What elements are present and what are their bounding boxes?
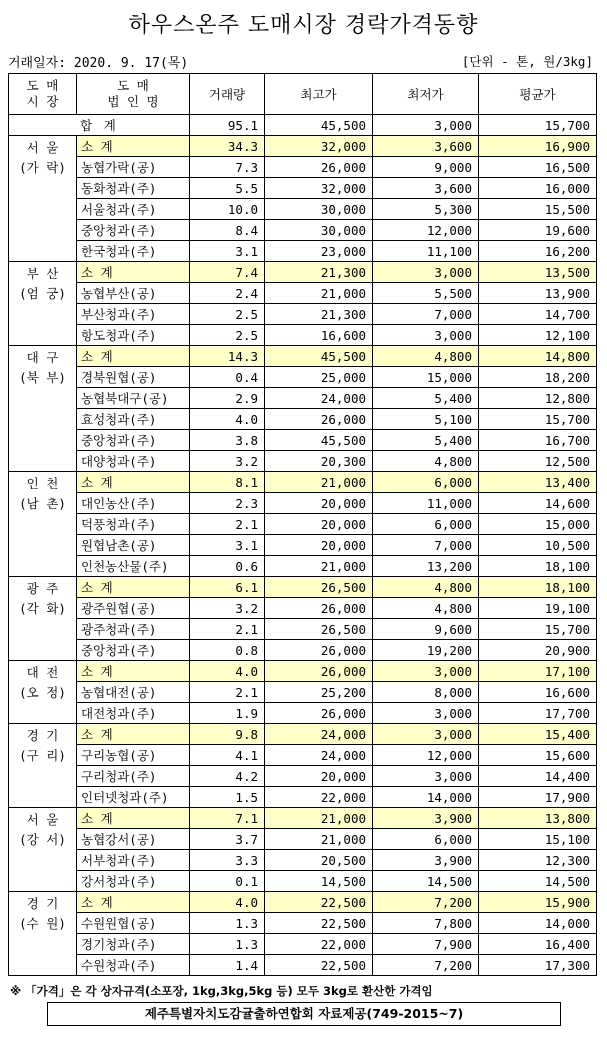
min-price: 4,800 [373, 346, 479, 367]
unit-label: [단위 - 톤, 원/3kg] [461, 54, 593, 69]
market-name-line: 서 울 [26, 812, 59, 827]
min-price: 7,200 [373, 892, 479, 913]
price-table [8, 73, 597, 976]
volume: 2.1 [190, 514, 265, 535]
table-row [9, 682, 597, 703]
max-price: 22,500 [265, 913, 373, 934]
market-name [9, 808, 77, 892]
corp-name: 소 계 [77, 892, 190, 913]
market-name-line: (강 서) [19, 832, 66, 847]
table-header-row [9, 74, 597, 115]
market-name-line: (구 리) [19, 748, 66, 763]
corp-name: 항도청과(주) [77, 325, 190, 346]
total-min: 3,000 [373, 115, 479, 136]
market-name-line: 서 울 [26, 140, 59, 155]
max-price: 20,000 [265, 514, 373, 535]
max-price: 26,000 [265, 661, 373, 682]
table-row [9, 766, 597, 787]
volume: 0.6 [190, 556, 265, 577]
avg-price: 12,300 [479, 850, 597, 871]
avg-price: 15,400 [479, 724, 597, 745]
table-row [9, 829, 597, 850]
avg-price: 14,800 [479, 346, 597, 367]
market-name-line: 경 기 [26, 896, 59, 911]
market-name [9, 577, 77, 661]
market-name-line: 대 구 [26, 350, 59, 365]
subtotal-row [9, 577, 597, 598]
min-price: 8,000 [373, 682, 479, 703]
volume: 8.1 [190, 472, 265, 493]
avg-price: 16,400 [479, 934, 597, 955]
market-name-line: 대 전 [26, 665, 59, 680]
table-row [9, 493, 597, 514]
table-row [9, 199, 597, 220]
table-row [9, 787, 597, 808]
corp-name: 구리농협(공) [77, 745, 190, 766]
market-name [9, 136, 77, 262]
volume: 3.2 [190, 598, 265, 619]
max-price: 30,000 [265, 199, 373, 220]
avg-price: 14,400 [479, 766, 597, 787]
header-min: 최저가 [373, 74, 479, 115]
corp-name: 동화청과(주) [77, 178, 190, 199]
avg-price: 13,500 [479, 262, 597, 283]
max-price: 24,000 [265, 388, 373, 409]
avg-price: 16,600 [479, 682, 597, 703]
max-price: 24,000 [265, 745, 373, 766]
market-name [9, 472, 77, 577]
min-price: 3,000 [373, 262, 479, 283]
max-price: 45,500 [265, 346, 373, 367]
subtotal-row [9, 661, 597, 682]
market-name-line: 인 천 [26, 476, 59, 491]
table-row [9, 619, 597, 640]
volume: 4.0 [190, 661, 265, 682]
market-name-line: (각 화) [19, 601, 66, 616]
min-price: 5,400 [373, 430, 479, 451]
min-price: 3,600 [373, 136, 479, 157]
total-max: 45,500 [265, 115, 373, 136]
avg-price: 18,100 [479, 556, 597, 577]
volume: 1.5 [190, 787, 265, 808]
corp-name: 소 계 [77, 577, 190, 598]
corp-name: 대인농산(주) [77, 493, 190, 514]
min-price: 5,500 [373, 283, 479, 304]
min-price: 3,000 [373, 724, 479, 745]
corp-name: 효성청과(주) [77, 409, 190, 430]
trade-date: 거래일자: 2020. 9. 17(목) [8, 56, 189, 71]
volume: 2.1 [190, 682, 265, 703]
min-price: 6,000 [373, 514, 479, 535]
market-name-line: 부 산 [26, 266, 59, 281]
avg-price: 14,700 [479, 304, 597, 325]
avg-price: 12,500 [479, 451, 597, 472]
min-price: 3,000 [373, 325, 479, 346]
header-market-line1: 도 매 [26, 78, 59, 93]
avg-price: 14,000 [479, 913, 597, 934]
min-price: 3,000 [373, 766, 479, 787]
min-price: 7,200 [373, 955, 479, 976]
table-row [9, 220, 597, 241]
corp-name: 서울청과(주) [77, 199, 190, 220]
corp-name: 중앙청과(주) [77, 640, 190, 661]
market-name-line: (수 원) [19, 916, 66, 931]
header-corp-line1: 도 매 [117, 78, 149, 93]
table-row [9, 640, 597, 661]
avg-price: 15,500 [479, 199, 597, 220]
corp-name: 농협부산(공) [77, 283, 190, 304]
volume: 8.4 [190, 220, 265, 241]
avg-price: 18,200 [479, 367, 597, 388]
volume: 3.7 [190, 829, 265, 850]
avg-price: 14,600 [479, 493, 597, 514]
avg-price: 15,100 [479, 829, 597, 850]
avg-price: 13,900 [479, 283, 597, 304]
total-label: 합 계 [9, 115, 190, 136]
market-name-line: (엄 궁) [19, 286, 66, 301]
corp-name: 소 계 [77, 136, 190, 157]
corp-name: 경북원협(공) [77, 367, 190, 388]
header-volume: 거래량 [190, 74, 265, 115]
avg-price: 15,900 [479, 892, 597, 913]
table-row [9, 178, 597, 199]
max-price: 26,000 [265, 157, 373, 178]
volume: 7.4 [190, 262, 265, 283]
min-price: 3,900 [373, 850, 479, 871]
max-price: 21,000 [265, 829, 373, 850]
avg-price: 19,600 [479, 220, 597, 241]
page-title: 하우스온주 도매시장 경락가격동향 [128, 13, 479, 38]
min-price: 4,800 [373, 451, 479, 472]
avg-price: 17,700 [479, 703, 597, 724]
market-name-line: 광 주 [26, 581, 59, 596]
volume: 2.5 [190, 304, 265, 325]
table-row [9, 745, 597, 766]
min-price: 6,000 [373, 472, 479, 493]
avg-price: 12,100 [479, 325, 597, 346]
table-row [9, 409, 597, 430]
max-price: 21,000 [265, 808, 373, 829]
avg-price: 12,800 [479, 388, 597, 409]
market-name-line: (북 부) [19, 370, 66, 385]
avg-price: 10,500 [479, 535, 597, 556]
max-price: 20,500 [265, 850, 373, 871]
volume: 7.3 [190, 157, 265, 178]
avg-price: 16,000 [479, 178, 597, 199]
avg-price: 15,700 [479, 409, 597, 430]
table-row [9, 283, 597, 304]
min-price: 9,600 [373, 619, 479, 640]
header-max: 최고가 [265, 74, 373, 115]
table-row [9, 451, 597, 472]
subtotal-row [9, 346, 597, 367]
volume: 9.8 [190, 724, 265, 745]
volume: 0.4 [190, 367, 265, 388]
corp-name: 인천농산물(주) [77, 556, 190, 577]
max-price: 20,000 [265, 493, 373, 514]
corp-name: 소 계 [77, 724, 190, 745]
market-name-line: (오 정) [19, 685, 66, 700]
corp-name: 구리청과(주) [77, 766, 190, 787]
table-row [9, 388, 597, 409]
max-price: 26,500 [265, 577, 373, 598]
header-corp-line2: 법 인 명 [107, 94, 159, 109]
avg-price: 17,900 [479, 787, 597, 808]
max-price: 32,000 [265, 178, 373, 199]
min-price: 7,800 [373, 913, 479, 934]
max-price: 26,000 [265, 640, 373, 661]
volume: 4.0 [190, 892, 265, 913]
market-name [9, 724, 77, 808]
corp-name: 강서청과(주) [77, 871, 190, 892]
max-price: 23,000 [265, 241, 373, 262]
volume: 5.5 [190, 178, 265, 199]
max-price: 14,500 [265, 871, 373, 892]
volume: 2.1 [190, 619, 265, 640]
volume: 1.4 [190, 955, 265, 976]
min-price: 4,800 [373, 598, 479, 619]
source-box: 제주특별자치도감귤출하연합회 자료제공(749-2015~7) [47, 1002, 561, 1026]
volume: 6.1 [190, 577, 265, 598]
corp-name: 덕풍청과(주) [77, 514, 190, 535]
max-price: 25,000 [265, 367, 373, 388]
avg-price: 15,000 [479, 514, 597, 535]
volume: 4.2 [190, 766, 265, 787]
min-price: 3,900 [373, 808, 479, 829]
volume: 7.1 [190, 808, 265, 829]
avg-price: 16,700 [479, 430, 597, 451]
volume: 0.1 [190, 871, 265, 892]
volume: 1.9 [190, 703, 265, 724]
max-price: 26,500 [265, 619, 373, 640]
corp-name: 한국청과(주) [77, 241, 190, 262]
min-price: 14,500 [373, 871, 479, 892]
max-price: 21,000 [265, 472, 373, 493]
max-price: 22,000 [265, 787, 373, 808]
min-price: 5,100 [373, 409, 479, 430]
volume: 3.8 [190, 430, 265, 451]
max-price: 20,000 [265, 535, 373, 556]
volume: 2.3 [190, 493, 265, 514]
min-price: 5,400 [373, 388, 479, 409]
avg-price: 14,500 [479, 871, 597, 892]
corp-name: 인터넷청과(주) [77, 787, 190, 808]
max-price: 25,200 [265, 682, 373, 703]
min-price: 6,000 [373, 829, 479, 850]
avg-price: 20,900 [479, 640, 597, 661]
total-row [9, 115, 597, 136]
max-price: 20,300 [265, 451, 373, 472]
header-corp [77, 74, 190, 115]
volume: 3.3 [190, 850, 265, 871]
subtotal-row [9, 724, 597, 745]
volume: 3.1 [190, 241, 265, 262]
min-price: 15,000 [373, 367, 479, 388]
corp-name: 부산청과(주) [77, 304, 190, 325]
volume: 0.8 [190, 640, 265, 661]
volume: 10.0 [190, 199, 265, 220]
table-row [9, 535, 597, 556]
market-name [9, 346, 77, 472]
volume: 14.3 [190, 346, 265, 367]
volume: 1.3 [190, 934, 265, 955]
subtotal-row [9, 472, 597, 493]
table-row [9, 430, 597, 451]
corp-name: 농협강서(공) [77, 829, 190, 850]
max-price: 24,000 [265, 724, 373, 745]
volume: 2.9 [190, 388, 265, 409]
max-price: 45,500 [265, 430, 373, 451]
corp-name: 소 계 [77, 661, 190, 682]
avg-price: 16,500 [479, 157, 597, 178]
subtotal-row [9, 136, 597, 157]
corp-name: 농협가락(공) [77, 157, 190, 178]
max-price: 21,000 [265, 556, 373, 577]
market-name-line: (남 촌) [19, 496, 66, 511]
avg-price: 15,600 [479, 745, 597, 766]
table-row [9, 514, 597, 535]
min-price: 19,200 [373, 640, 479, 661]
table-row [9, 157, 597, 178]
table-row [9, 367, 597, 388]
table-row [9, 934, 597, 955]
max-price: 26,000 [265, 598, 373, 619]
avg-price: 17,100 [479, 661, 597, 682]
volume: 1.3 [190, 913, 265, 934]
corp-name: 농협북대구(공) [77, 388, 190, 409]
max-price: 20,000 [265, 766, 373, 787]
corp-name: 소 계 [77, 346, 190, 367]
total-avg: 15,700 [479, 115, 597, 136]
avg-price: 17,300 [479, 955, 597, 976]
corp-name: 대양청과(주) [77, 451, 190, 472]
market-name [9, 892, 77, 976]
corp-name: 소 계 [77, 472, 190, 493]
avg-price: 16,200 [479, 241, 597, 262]
avg-price: 16,900 [479, 136, 597, 157]
min-price: 7,900 [373, 934, 479, 955]
volume: 3.1 [190, 535, 265, 556]
market-name-line: 경 기 [26, 728, 59, 743]
table-row [9, 850, 597, 871]
volume: 4.1 [190, 745, 265, 766]
volume: 4.0 [190, 409, 265, 430]
table-row [9, 325, 597, 346]
header-market [9, 74, 77, 115]
avg-price: 19,100 [479, 598, 597, 619]
header-market-line2: 시 장 [26, 94, 59, 109]
corp-name: 수원원협(공) [77, 913, 190, 934]
avg-price: 13,400 [479, 472, 597, 493]
table-body [9, 115, 597, 976]
header-avg: 평균가 [479, 74, 597, 115]
avg-price: 15,700 [479, 619, 597, 640]
corp-name: 수원청과(주) [77, 955, 190, 976]
table-row [9, 955, 597, 976]
corp-name: 광주청과(주) [77, 619, 190, 640]
min-price: 5,300 [373, 199, 479, 220]
corp-name: 광주원협(공) [77, 598, 190, 619]
max-price: 21,000 [265, 283, 373, 304]
subtotal-row [9, 892, 597, 913]
min-price: 3,000 [373, 661, 479, 682]
max-price: 26,000 [265, 703, 373, 724]
min-price: 13,200 [373, 556, 479, 577]
volume: 34.3 [190, 136, 265, 157]
min-price: 12,000 [373, 220, 479, 241]
min-price: 4,800 [373, 577, 479, 598]
min-price: 3,600 [373, 178, 479, 199]
max-price: 22,500 [265, 892, 373, 913]
corp-name: 소 계 [77, 262, 190, 283]
table-row [9, 703, 597, 724]
corp-name: 서부청과(주) [77, 850, 190, 871]
market-name-line: (가 락) [19, 160, 66, 175]
max-price: 21,300 [265, 304, 373, 325]
corp-name: 대전청과(주) [77, 703, 190, 724]
table-row [9, 913, 597, 934]
corp-name: 원협남촌(공) [77, 535, 190, 556]
max-price: 22,000 [265, 934, 373, 955]
min-price: 12,000 [373, 745, 479, 766]
market-name [9, 262, 77, 346]
market-name [9, 661, 77, 724]
volume: 3.2 [190, 451, 265, 472]
avg-price: 13,800 [479, 808, 597, 829]
corp-name: 경기청과(주) [77, 934, 190, 955]
total-volume: 95.1 [190, 115, 265, 136]
max-price: 22,500 [265, 955, 373, 976]
table-row [9, 871, 597, 892]
subtotal-row [9, 808, 597, 829]
min-price: 9,000 [373, 157, 479, 178]
volume: 2.5 [190, 325, 265, 346]
table-row [9, 304, 597, 325]
min-price: 11,000 [373, 493, 479, 514]
max-price: 21,300 [265, 262, 373, 283]
min-price: 11,100 [373, 241, 479, 262]
corp-name: 농협대전(공) [77, 682, 190, 703]
min-price: 3,000 [373, 703, 479, 724]
corp-name: 중앙청과(주) [77, 430, 190, 451]
max-price: 30,000 [265, 220, 373, 241]
table-row [9, 556, 597, 577]
max-price: 16,600 [265, 325, 373, 346]
table-row [9, 598, 597, 619]
max-price: 32,000 [265, 136, 373, 157]
min-price: 7,000 [373, 535, 479, 556]
footnote: ※ 「가격」은 각 상자규격(소포장, 1kg,3kg,5kg 등) 모두 3kg로 환산한 가격임 [10, 984, 433, 998]
avg-price: 18,100 [479, 577, 597, 598]
min-price: 14,000 [373, 787, 479, 808]
table-row [9, 241, 597, 262]
min-price: 7,000 [373, 304, 479, 325]
corp-name: 소 계 [77, 808, 190, 829]
volume: 2.4 [190, 283, 265, 304]
subtotal-row [9, 262, 597, 283]
max-price: 26,000 [265, 409, 373, 430]
corp-name: 중앙청과(주) [77, 220, 190, 241]
